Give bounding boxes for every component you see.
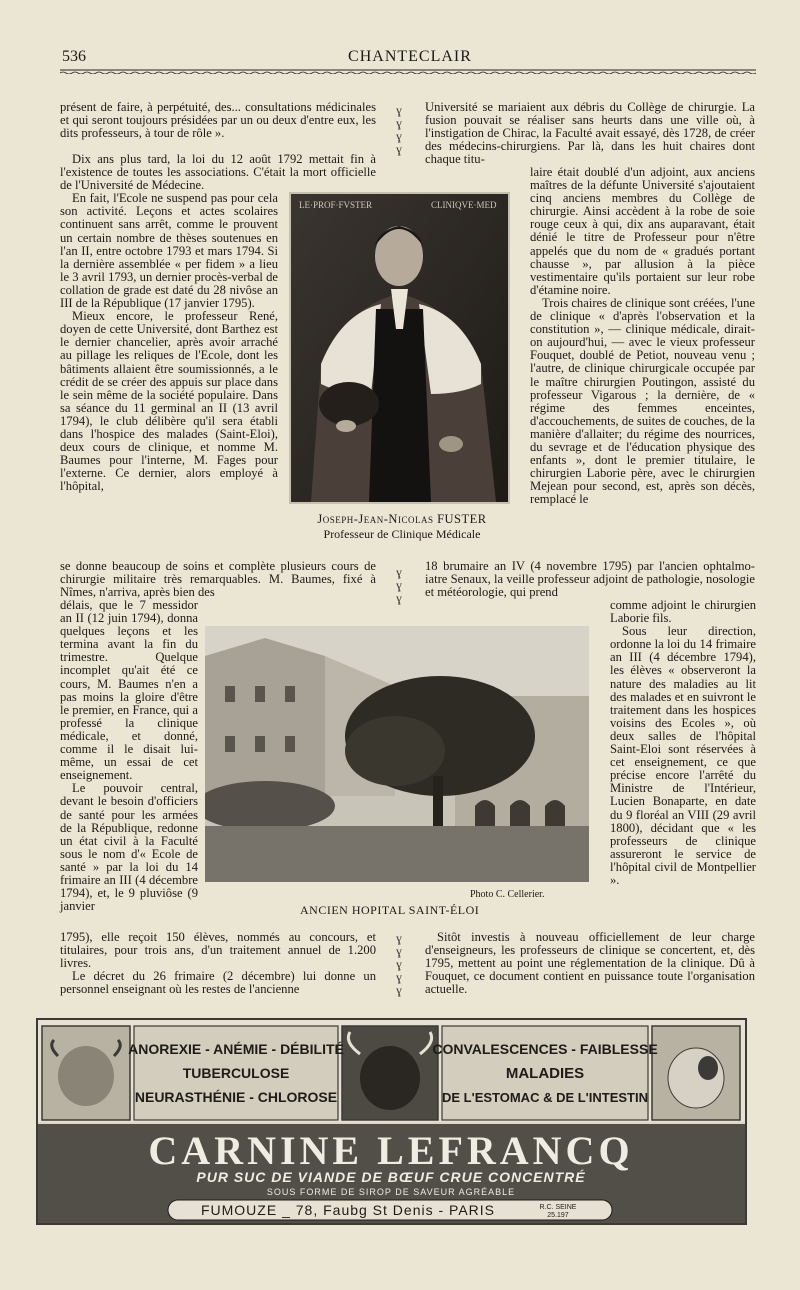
bull-head-icon-right	[668, 1048, 724, 1108]
paragraph: 18 brumaire an IV (4 novembre 1795) par l'ancien ophtalmo-iatre Senaux, la veille professeur adjoint de pathologie, nosologie et météorologie, qui prend	[425, 559, 755, 600]
portrait-inscription-right: CLINIQVE·MED	[431, 200, 497, 210]
paragraph: se donne beaucoup de soins et complète plusieurs cours de chirurgie militaire très remarquables. M. Baumes, fixé à Nîmes, n'arriva, après bien des	[60, 559, 376, 600]
ad-left-line-1: ANOREXIE - ANÉMIE - DÉBILITÉ	[128, 1041, 344, 1057]
ad-left-line-2: TUBERCULOSE	[182, 1065, 290, 1081]
paragraph: comme adjoint le chirurgien Laborie fils.	[610, 598, 756, 626]
paragraph: Université se mariaient aux débris du Collège de chirurgie. La fusion pouvait se réaliser sans heurts dans une ville où, à l'instigation de Chirac, la Faculté avait essayé, dès 1728, de créer des médecins-chirurgiens. Par là, dans les huit chaires dont chaque titu-	[425, 100, 755, 167]
ad-right-line-2: MALADIES	[505, 1065, 585, 1082]
paragraph: présent de faire, à perpétuité, des... consultations médicinales et qui seront toujours présidées par un ou deux d'entre eux, les dits professeurs, à tour de rôle ».	[60, 100, 376, 141]
right-column-bottom	[425, 931, 755, 996]
page-number: 536	[62, 48, 86, 65]
ad-right-line-3: DE L'ESTOMAC & DE L'INTESTIN	[441, 1090, 649, 1105]
paragraph: Dix ans plus tard, la loi du 12 août 1792 mettait fin à l'existence de toutes les associations. C'était la mort officielle de l'Université de Médecine.	[60, 152, 376, 193]
photo-caption: ANCIEN HOPITAL SAINT-ÉLOI	[300, 903, 480, 917]
paragraph: Le décret du 26 frimaire (2 décembre) lui donne un personnel enseignant où les restes de l'ancienne	[60, 969, 376, 997]
right-column-top	[425, 101, 755, 166]
right-full-line	[425, 560, 755, 599]
left-full-line	[60, 560, 376, 599]
ad-tagline: PUR SUC DE VIANDE DE BŒUF CRUE CONCENTRÉ	[196, 1169, 586, 1185]
hospital-photo	[205, 626, 589, 882]
ad-rc-line-2: 25.197	[547, 1212, 569, 1219]
ad-address: FUMOUZE _ 78, Faubg St Denis - PARIS	[200, 1202, 496, 1218]
paragraph: Sitôt investis à nouveau officiellement de leur charge d'enseigneurs, les professeurs de clinique se concertent, et, dès 1795, mettent au point une réglementation de la clinique. Dû à Fouquet, ce document contient en puissance toute l'organisation actuelle.	[425, 930, 755, 997]
paragraph: Le pouvoir central, devant le besoin d'officiers de santé pour les armées de la République, redonne un état civil à la Faculté sous le nom d'« Ecole de santé » par la loi du 14 frimaire an III (4 décembre 1794), et, le 9 pluviôse (9 janvier	[60, 781, 198, 914]
advertisement-artwork	[38, 1020, 745, 1223]
paragraph: 1795), elle reçoit 150 élèves, nommés au concours, et titulaires, pour trois ans, d'un traitement annuel de 1.200 livres.	[60, 930, 376, 971]
right-narrow-column	[610, 599, 756, 887]
column-separator: ɣ ɣ ɣ ɣ	[396, 103, 402, 156]
ad-subline: SOUS FORME DE SIROP DE SAVEUR AGRÉABLE	[266, 1187, 516, 1197]
left-narrow-column	[60, 599, 198, 913]
portrait-illustration	[291, 194, 508, 502]
paragraph: Mieux encore, le professeur René, doyen de cette Université, dont Barthez est le dernier chancelier, après avoir arraché au pillage les reliques de l'Ecole, dont les bâtiments allaient être soumissionnés, a le crédit de se créer des appuis sur place dans le sein même de la société populaire. Dans sa séance du 11 germinal an II (13 avril 1794), le club délibère qu'il sera établi dans l'hospice des malades (Saint-Eloi), deux cours de clinique, et nomme M. Baumes pour l'interne, M. Fages pour l'externe. Ce dernier, alors employé à l'hôpital,	[60, 309, 278, 494]
column-separator: ɣ ɣ ɣ	[396, 565, 402, 605]
paragraph: Trois chaires de clinique sont créées, l'une de clinique « d'après l'observation et la constitution », — clinique médicale, dirait-on aujourd'hui, — avec le vieux professeur Fouquet, doublé de Petiot, nouveau venu ; l'autre, de clinique chirurgicale occupée par le maître chirurgien Poutingon, assisté du professeur Vigarous ; la dernière, de « régime des femmes enceintes, d'accouchements, de suites de couches, de la manière d'allaiter; du régime des nourrices, du sevrage et de l'éducation physique des enfants », dont le premier titulaire, le chirurgien Laborie père, avec le chirurgien Mejean pour second, est, après son décès, remplacé le	[530, 295, 755, 507]
carnine-advertisement	[36, 1018, 747, 1225]
left-column-top	[60, 101, 376, 140]
paragraph: En fait, l'Ecole ne suspend pas pour cela son activité. Leçons et actes scolaires continuent sans arrêt, comme le prouvent un certain nombre de thèses soutenues en l'an II, entre octobre 1793 et mars 1794. Si la dernière assemblée « per fidem » a lieu le 3 avril 1793, un dernier procès-verbal de collation de grade est daté du 28 nivôse an III de la République (17 janvier 1795).	[60, 191, 278, 311]
ad-right-line-1: CONVALESCENCES - FAIBLESSE	[432, 1041, 658, 1057]
column-separator: ɣ ɣ ɣ ɣ ɣ	[396, 931, 402, 997]
portrait-photo	[289, 192, 510, 504]
ad-rc-line-1: R.C. SEINE	[539, 1204, 577, 1211]
paragraph: laire était doublé d'un adjoint, aux anciens maîtres de la défunte Université s'ajoutaient cinq anciens membres du Collège de chirurgie. Ainsi accèdent à la robe de soie rouge ceux à qui, dix ans auparavant, était dénié le titre de Professeur pour n'être appelés que du nom de « gradués portant chausse », par allusion à la pièce vestimentaire qu'ils portaient sur leur robe d'étamine noire.	[530, 165, 755, 297]
portrait-caption-title: Professeur de Clinique Médicale	[323, 527, 481, 541]
hospital-illustration	[205, 626, 589, 882]
ad-left-line-3: NEURASTHÉNIE - CHLOROSE	[134, 1089, 338, 1105]
photo-credit: Photo C. Cellerier.	[470, 889, 545, 900]
portrait-caption	[292, 512, 512, 542]
journal-title: CHANTECLAIR	[348, 48, 472, 65]
paragraph: Sous leur direction, ordonne la loi du 14 frimaire an III (4 décembre 1794), les élèves « observeront la nature des maladies au lit des malades et en suivront le traitement dans les hospices voisins des Ecoles », où deux salles de l'hôpital Saint-Eloi sont réservées à cet enseignement, ce que précise encore l'arrêté du Ministre de l'Intérieur, Lucien Bonaparte, en date du 9 floréal an VIII (29 avril 1800), décidant que « les professeurs de clinique assureront le service de l'hôpital civil de Montpellier ».	[610, 624, 756, 887]
paragraph: délais, que le 7 messidor an II (12 juin 1794), donna quelques leçons et les termina avant la fin du trimestre. Quelque incomplet qu'ait été ce cours, M. Baumes n'en a pas moins la gloire d'être le premier, en France, qui a professé la clinique médicale, et donné, comme il le disait lui-même, un essai de cet enseignement.	[60, 598, 198, 783]
portrait-caption-name: Joseph-Jean-Nicolas FUSTER	[317, 512, 487, 526]
right-column-beside-portrait	[530, 166, 755, 506]
ad-brand: CARNINE LEFRANCQ	[148, 1128, 634, 1173]
left-column-bottom	[60, 931, 376, 996]
portrait-inscription-left: LE·PROF·FVSTER	[299, 200, 373, 210]
header-wavy-rule	[60, 68, 756, 74]
